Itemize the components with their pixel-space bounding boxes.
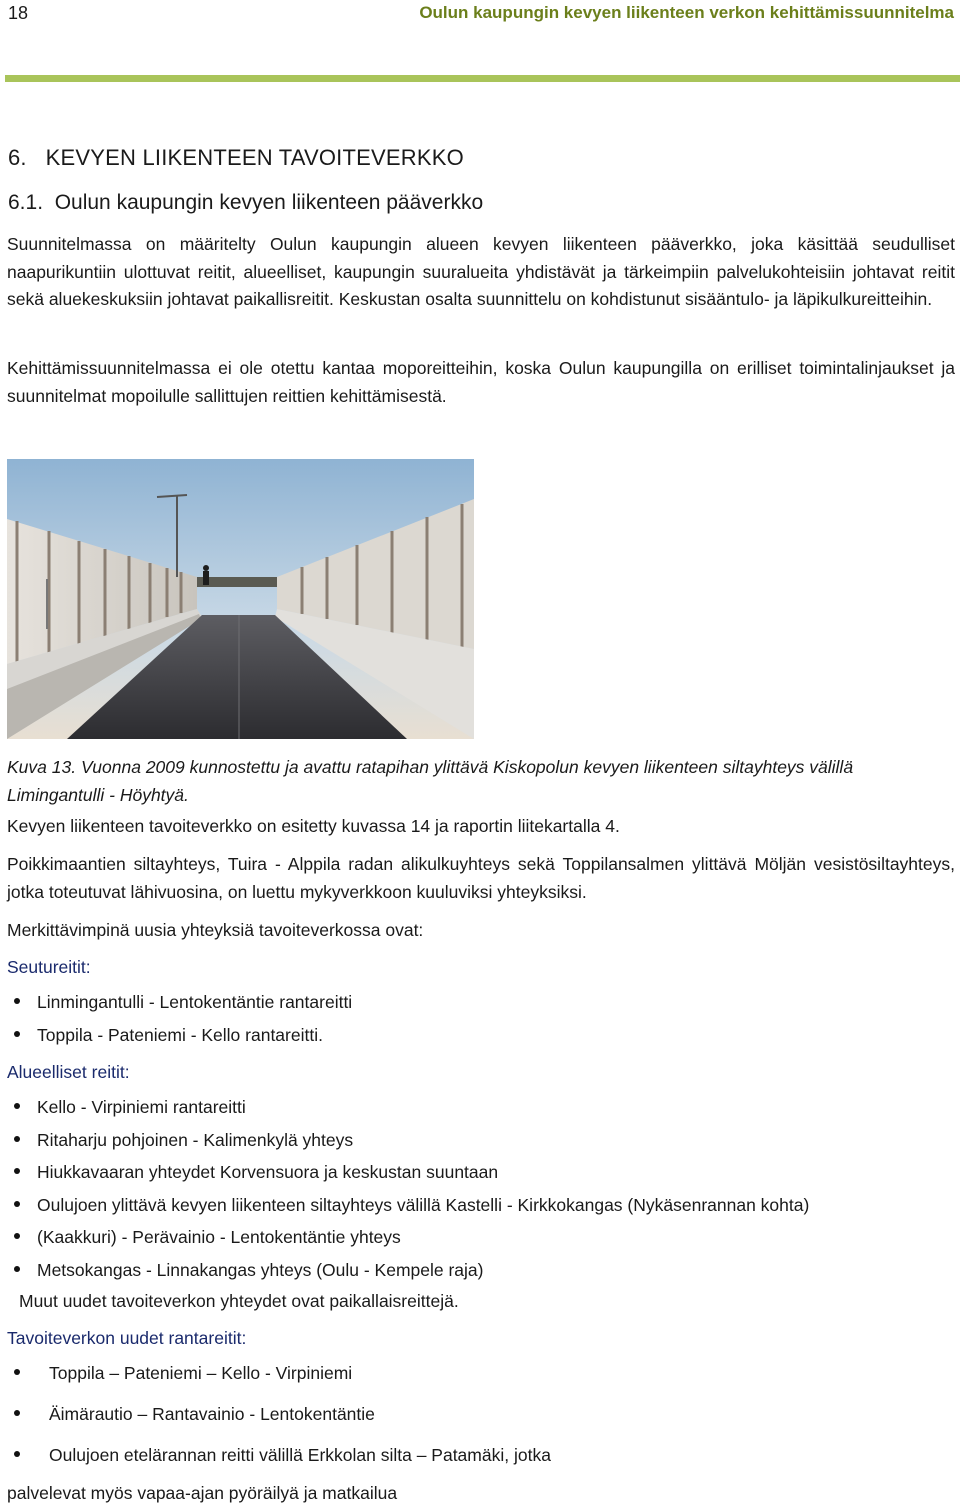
list-item: (Kaakkuri) - Perävainio - Lentokentäntie yhteys — [14, 1224, 401, 1250]
bullet-icon — [14, 1136, 20, 1142]
bullet-icon — [14, 1103, 20, 1109]
bullet-icon — [14, 1451, 20, 1457]
bullet-icon — [14, 1168, 20, 1174]
list-item: Hiukkavaaran yhteydet Korvensuora ja keskustan suuntaan — [14, 1159, 498, 1185]
bullet-icon — [14, 1266, 20, 1272]
paragraph-vapaa-aika: palvelevat myös vapaa-ajan pyöräilyä ja matkailua — [7, 1483, 398, 1503]
list-item: Linmingantulli - Lentokentäntie rantareitti — [14, 989, 352, 1015]
list-item: Ritaharju pohjoinen - Kalimenkylä yhteys — [14, 1127, 353, 1153]
list-heading-rantareitit: Tavoiteverkon uudet rantareitit: — [7, 1328, 247, 1348]
paragraph-siltayhteys: Poikkimaantien siltayhteys, Tuira - Alppila radan alikulkuyhteys sekä Toppilansalmen ylittävä Möljän vesistösiltayhteys, jotka toteutuvat lähivuosina, on luettu mykyverkkoon kuuluviksi yhteyksiksi. — [7, 854, 955, 902]
figure-caption: Kuva 13. Vuonna 2009 kunnostettu ja avattu ratapihan ylittävä Kiskopolun kevyen liikenteen siltayhteys välillä Limingantulli - Höyhtyä. — [7, 757, 854, 805]
list-heading-alueelliset: Alueelliset reitit: — [7, 1062, 130, 1082]
list-item: Toppila - Pateniemi - Kello rantareitti. — [14, 1022, 323, 1048]
page-number: 18 — [8, 3, 29, 23]
list-item: Äimärautio – Rantavainio - Lentokentäntie — [14, 1401, 375, 1427]
list-heading-seutureitit: Seutureitit: — [7, 957, 91, 977]
paragraph-intro: Suunnitelmassa on määritelty Oulun kaupungin alueen kevyen liikenteen pääverkko, joka käsittää seudulliset naapurikuntiin ulottuvat reitit, alueelliset, kaupungin suuralueita yhdistävät ja tärkeimpiin palvelukohteisiin johtavat reitit sekä aluekeskuksiin johtavat paikallisreitit. Keskustan osalta suunnittelu on kohdistunut sisääntulo- ja läpikulkureitteihin. — [7, 234, 955, 309]
bullet-icon — [14, 1201, 20, 1207]
subsection-heading: 6.1. Oulun kaupungin kevyen liikenteen pääverkko — [8, 191, 484, 214]
paragraph-muut-yhteydet: Muut uudet tavoiteverkon yhteydet ovat paikallaisreittejä. — [19, 1291, 459, 1311]
document-title: Oulun kaupungin kevyen liikenteen verkon kehittämissuunnitelma — [419, 3, 954, 22]
section-heading: 6. KEVYEN LIIKENTEEN TAVOITEVERKKO — [8, 145, 464, 170]
bullet-icon — [14, 998, 20, 1004]
list-item: Oulujoen ylittävä kevyen liikenteen siltayhteys välillä Kastelli - Kirkkokangas (Nykäsenrannan kohta) — [14, 1192, 809, 1218]
list-item: Toppila – Pateniemi – Kello - Virpiniemi — [14, 1360, 352, 1386]
paragraph-merkittavimmat: Merkittävimpinä uusia yhteyksiä tavoiteverkossa ovat: — [7, 920, 424, 940]
bullet-icon — [14, 1410, 20, 1416]
bullet-icon — [14, 1369, 20, 1375]
list-item: Metsokangas - Linnakangas yhteys (Oulu - Kempele raja) — [14, 1257, 483, 1283]
bullet-icon — [14, 1031, 20, 1037]
paragraph-tavoiteverkko: Kevyen liikenteen tavoiteverkko on esitetty kuvassa 14 ja raportin liitekartalla 4. — [7, 816, 620, 836]
list-item: Oulujoen etelärannan reitti välillä Erkkolan silta – Patamäki, jotka — [14, 1442, 551, 1468]
bullet-icon — [14, 1233, 20, 1239]
header-rule — [5, 75, 960, 82]
list-item: Kello - Virpiniemi rantareitti — [14, 1094, 246, 1120]
paragraph-moporeitit: Kehittämissuunnitelmassa ei ole otettu kantaa moporeitteihin, koska Oulun kaupungilla on erilliset toimintalinjaukset ja suunnitelmat mopoilulle sallittujen reittien kehittämisestä. — [7, 358, 955, 406]
bridge-photo — [7, 459, 474, 739]
